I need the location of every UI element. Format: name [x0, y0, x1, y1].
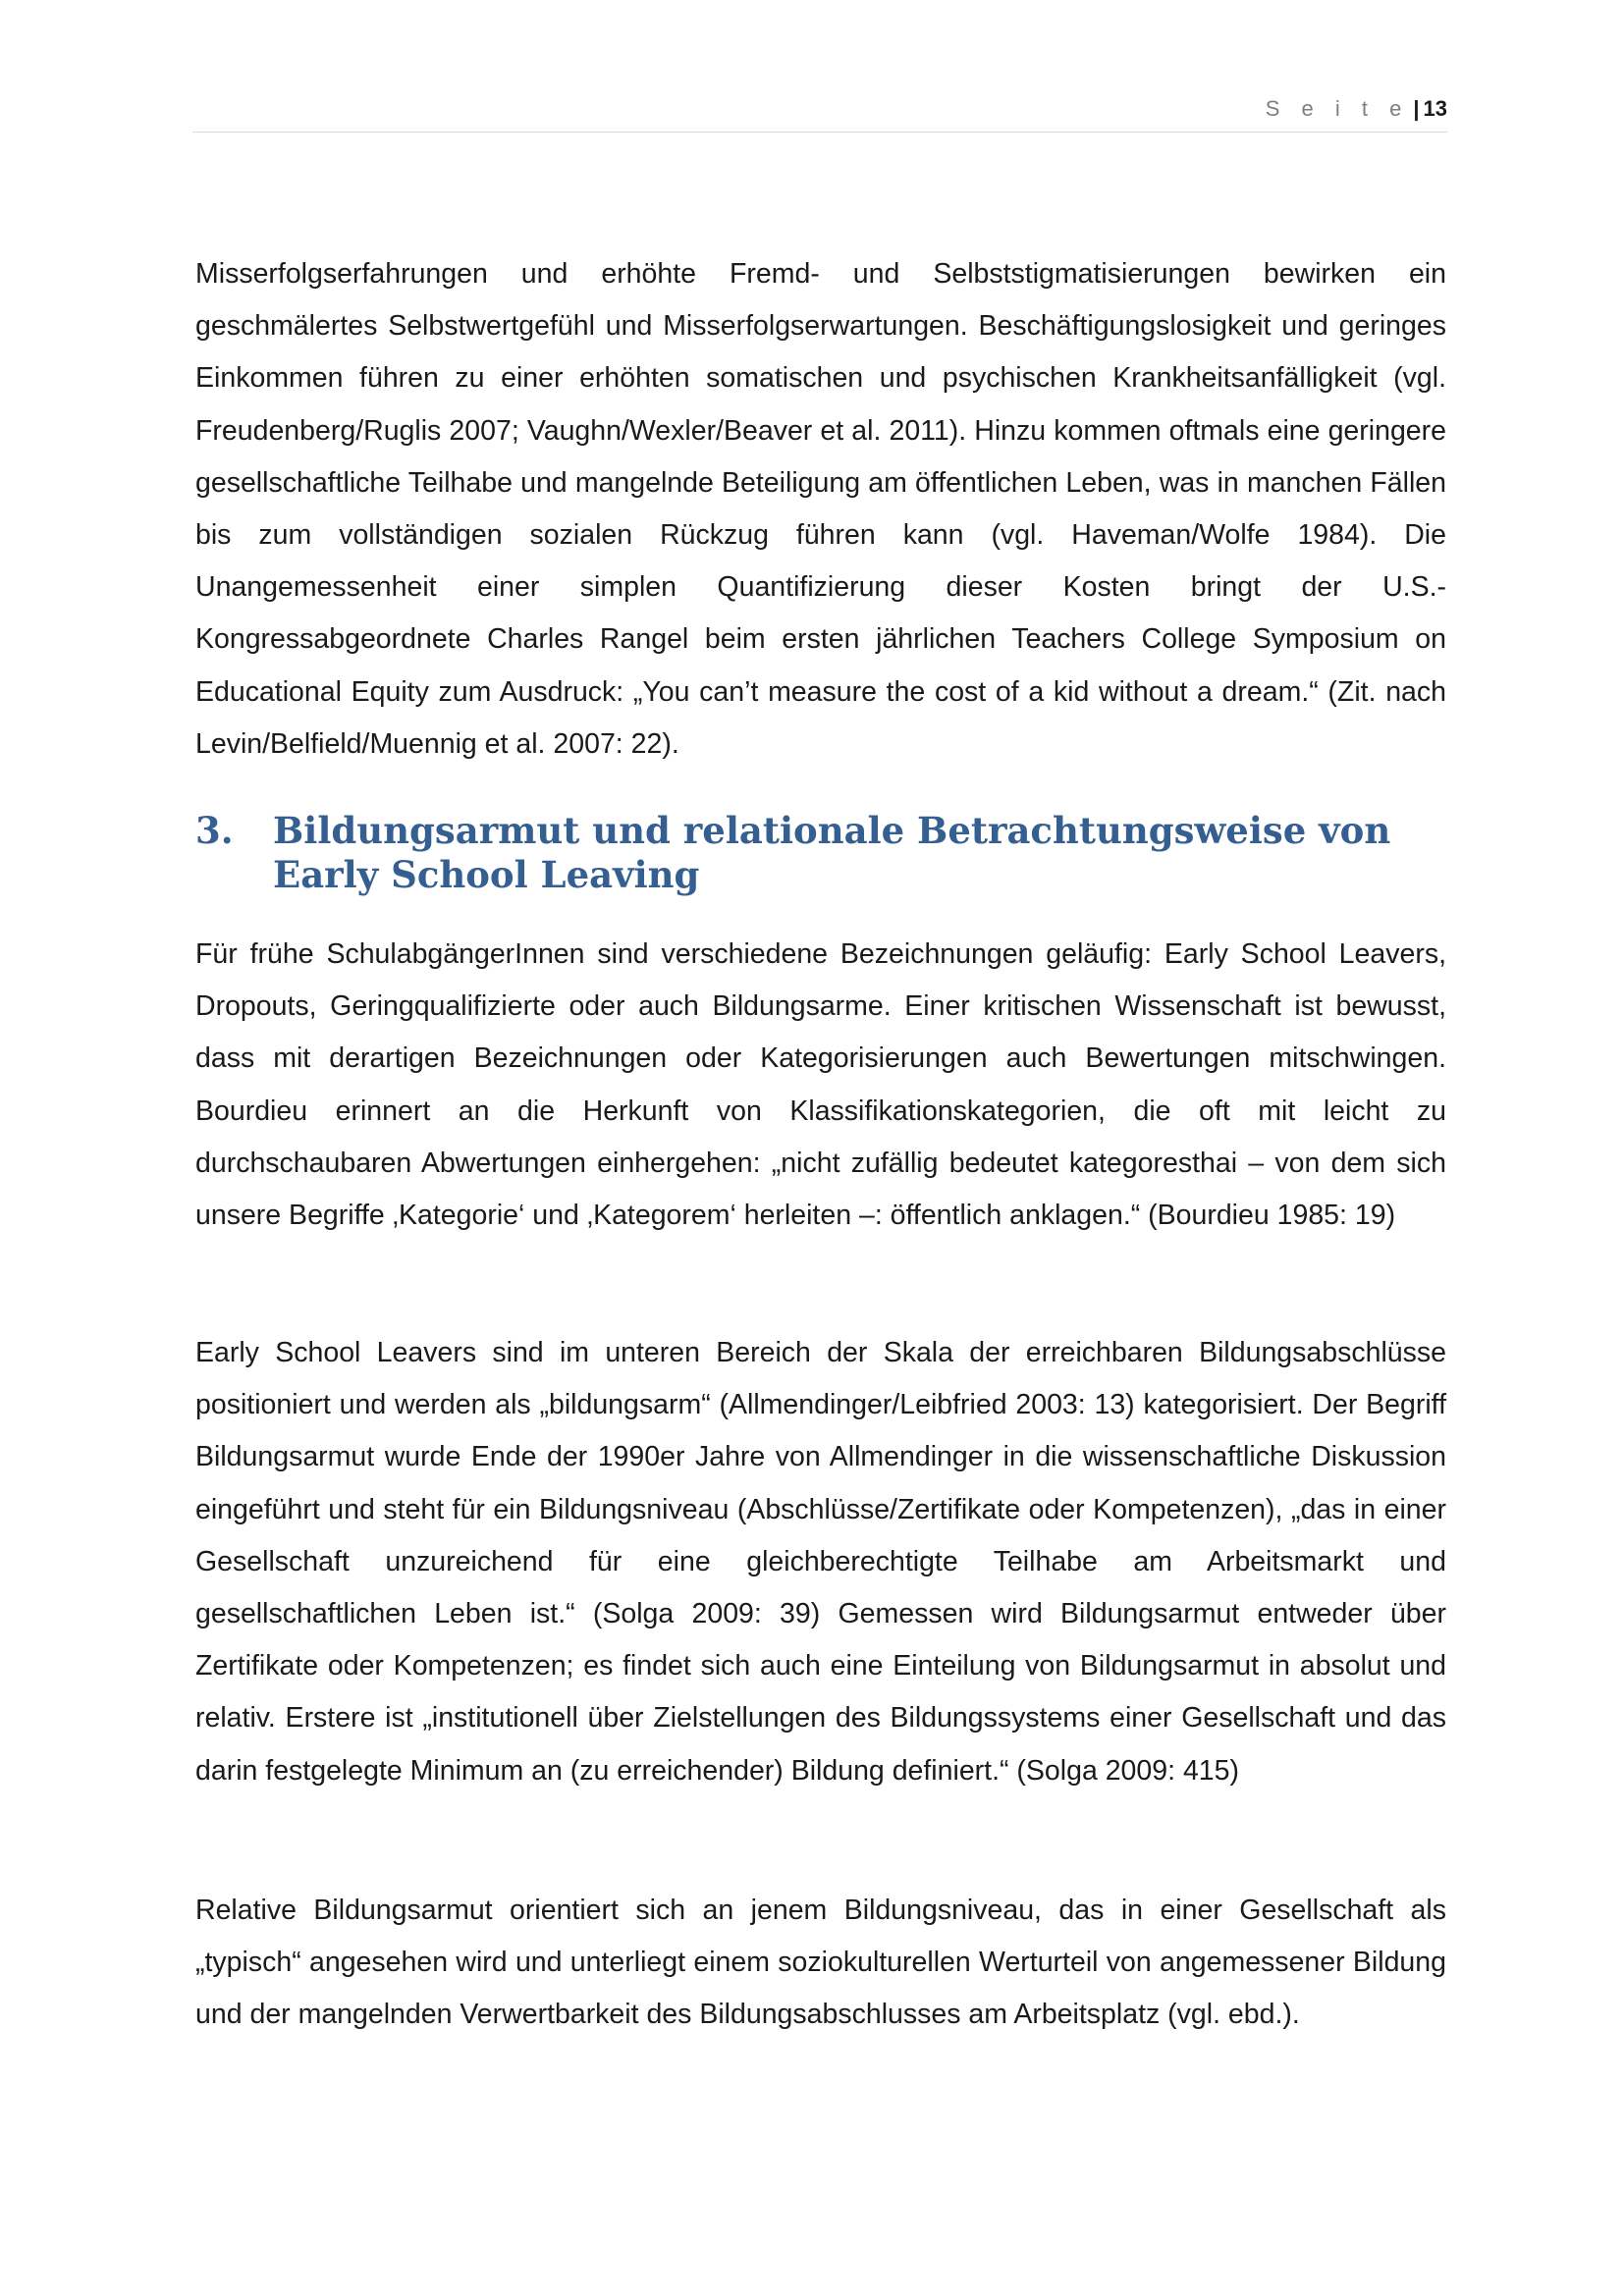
header-separator: |	[1413, 96, 1420, 121]
page-number: 13	[1423, 96, 1447, 121]
section-heading	[195, 809, 1452, 897]
body-paragraph: Misserfolgserfahrungen und erhöhte Fremd- und Selbststigmatisierungen bewirken ein geschmälertes Selbstwertgefühl und Misserfolgserwartungen. Beschäftigungslosigkeit und geringes Einkommen führen zu einer erhöhten somatischen und psychischen Krankheitsanfälligkeit (vgl. Freudenberg/Ruglis 2007; Vaughn/Wexler/Beaver et al. 2011). Hinzu kommen oftmals eine geringere gesellschaftliche Teilhabe und mangelnde Beteiligung am öffentlichen Leben, was in manchen Fällen bis zum vollständigen sozialen Rückzug führen kann (vgl. Haveman/Wolfe 1984). Die Unangemessenheit einer simplen Quantifizierung dieser Kosten bringt der U.S.-Kongressabgeordnete Charles Rangel beim ersten jährlichen Teachers College Symposium on Educational Equity zum Ausdruck: „You can’t measure the cost of a kid without a dream.“ (Zit. nach Levin/Belfield/Muennig et al. 2007: 22).	[195, 258, 1446, 760]
section-title: Bildungsarmut und relationale Betrachtungsweise von Early School Leaving	[273, 809, 1391, 896]
body-paragraph: Relative Bildungsarmut orientiert sich an jenem Bildungsniveau, das in einer Gesellschaft als „typisch“ angesehen wird und unterliegt einem soziokulturellen Werturteil von angemessener Bildung und der mangelnden Verwertbarkeit des Bildungsabschlusses am Arbeitsplatz (vgl. ebd.).	[195, 1895, 1446, 2031]
page-label: S e i t e	[1265, 96, 1410, 121]
section-number: 3.	[195, 809, 234, 852]
body-paragraph: Für frühe SchulabgängerInnen sind verschiedene Bezeichnungen geläufig: Early School Leavers, Dropouts, Geringqualifizierte oder auch Bildungsarme. Einer kritischen Wissenschaft ist bewusst, dass mit derartigen Bezeichnungen oder Kategorisierungen auch Bewertungen mitschwingen. Bourdieu erinnert an die Herkunft von Klassifikationskategorien, die oft mit leicht zu durchschaubaren Abwertungen einhergehen: „nicht zufällig bedeutet kategoresthai – von dem sich unsere Begriffe ‚Kategorie‘ und ‚Kategorem‘ herleiten –: öffentlich anklagen.“ (Bourdieu 1985: 19)	[195, 938, 1446, 1232]
body-paragraph: Early School Leavers sind im unteren Bereich der Skala der erreichbaren Bildungsabschlüsse positioniert und werden als „bildungsarm“ (Allmendinger/Leibfried 2003: 13) kategorisiert. Der Begriff Bildungsarmut wurde Ende der 1990er Jahre von Allmendinger in die wissenschaftliche Diskussion eingeführt und steht für ein Bildungsniveau (Abschlüsse/Zertifikate oder Kompetenzen), „das in einer Gesellschaft unzureichend für eine gleichberechtigte Teilhabe am Arbeitsmarkt und gesellschaftlichen Leben ist.“ (Solga 2009: 39) Gemessen wird Bildungsarmut entweder über Zertifikate oder Kompetenzen; es findet sich auch eine Einteilung von Bildungsarmut in absolut und relativ. Erstere ist „institutionell über Zielstellungen des Bildungssystems einer Gesellschaft und das darin festgelegte Minimum an (zu erreichender) Bildung definiert.“ (Solga 2009: 415)	[195, 1337, 1446, 1787]
page-header	[192, 94, 1447, 133]
